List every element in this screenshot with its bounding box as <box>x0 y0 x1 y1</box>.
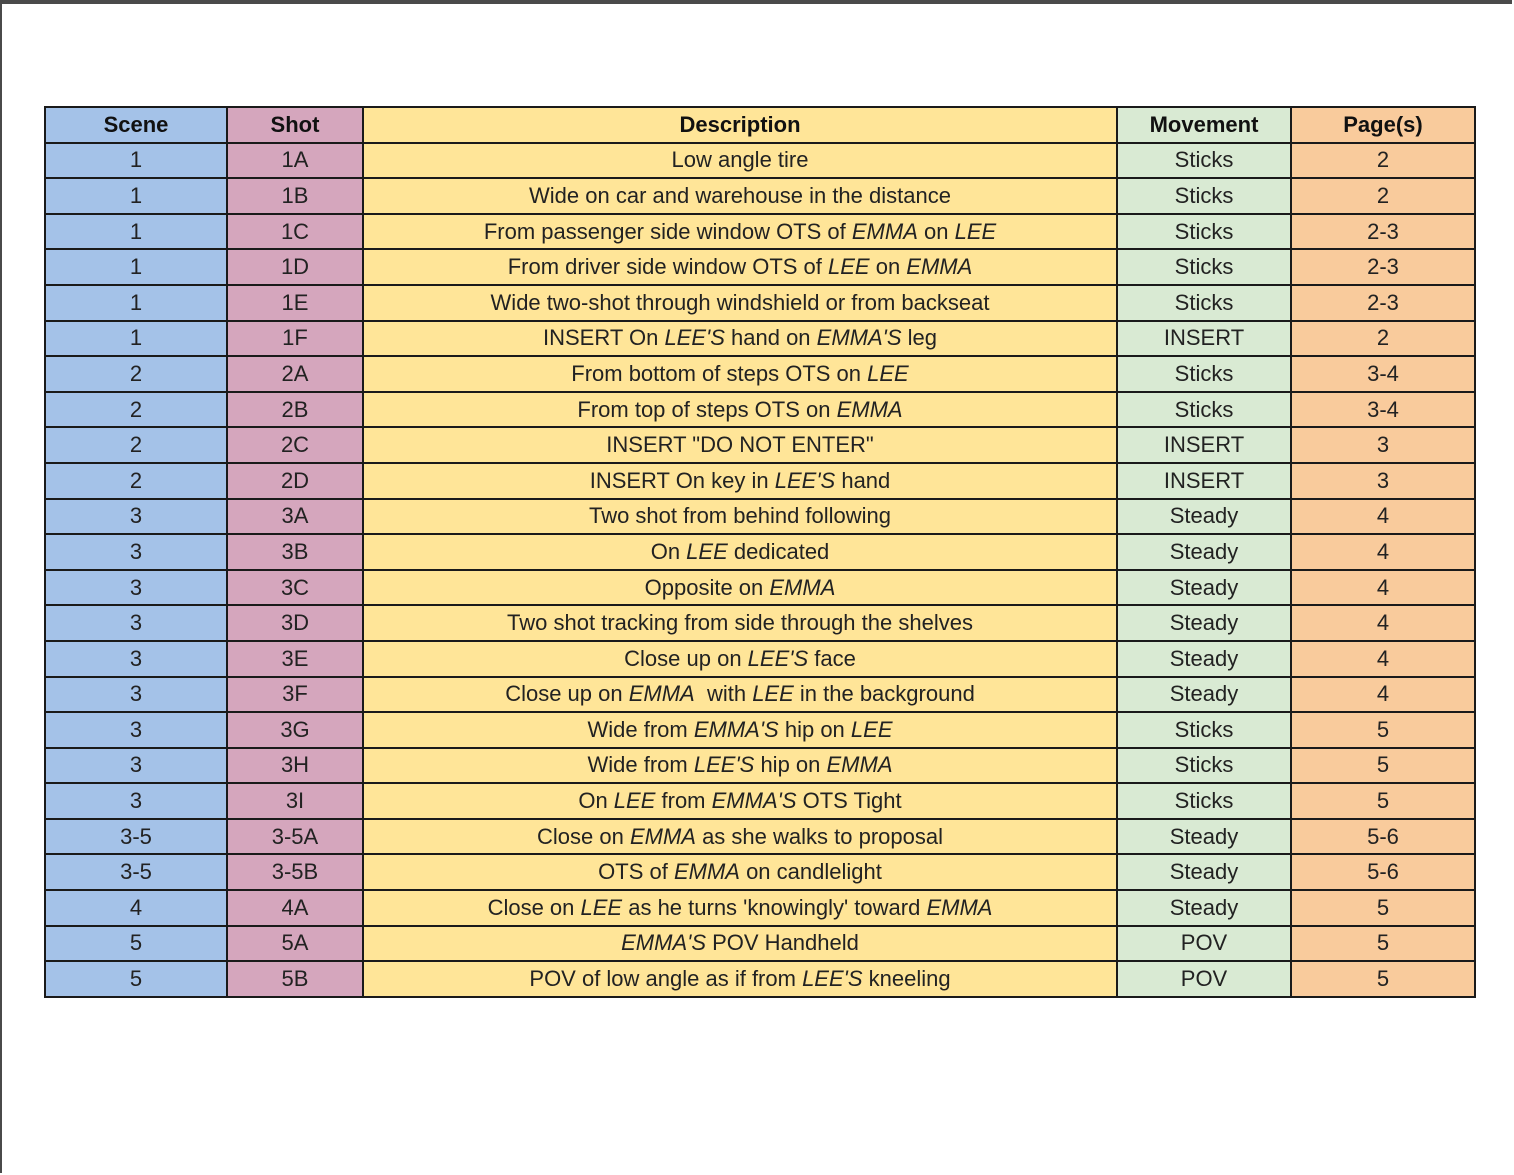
header-shot[interactable]: Shot <box>227 107 363 143</box>
description-text: POV of low angle as if from <box>529 966 803 992</box>
movement-cell[interactable]: Sticks <box>1117 712 1291 748</box>
scene-cell[interactable]: 1 <box>45 143 227 179</box>
description-text: as he turns 'knowingly' toward <box>622 894 927 920</box>
description-text: Wide two-shot through windshield or from backseat <box>490 289 990 315</box>
description-text: on candlelight <box>739 859 882 885</box>
table-row <box>45 214 1475 250</box>
description-cell[interactable] <box>363 783 1117 819</box>
scene-cell[interactable]: 1 <box>45 249 227 285</box>
scene-cell[interactable]: 3 <box>45 641 227 677</box>
table-body <box>45 143 1475 997</box>
header-row <box>45 107 1475 143</box>
pages-cell[interactable]: 2 <box>1291 143 1475 179</box>
scene-cell[interactable]: 5 <box>45 926 227 962</box>
pages-cell[interactable]: 5 <box>1291 890 1475 926</box>
table-row <box>45 392 1475 428</box>
table-row <box>45 748 1475 784</box>
description-text: INSERT On <box>542 325 665 351</box>
pages-cell[interactable]: 5 <box>1291 961 1475 997</box>
table-row <box>45 321 1475 357</box>
table-row <box>45 677 1475 713</box>
pages-cell[interactable]: 2 <box>1291 178 1475 214</box>
description-text: Close up on <box>505 681 629 707</box>
character-name: EMMA <box>629 823 696 849</box>
character-name: EMMA'S <box>621 930 706 956</box>
pages-cell[interactable]: 3 <box>1291 463 1475 499</box>
pages-cell[interactable]: 3-4 <box>1291 392 1475 428</box>
description-text: From driver side window OTS of <box>507 254 828 280</box>
description-cell[interactable] <box>363 143 1117 179</box>
movement-cell[interactable]: POV <box>1117 961 1291 997</box>
header-scene[interactable]: Scene <box>45 107 227 143</box>
shot-cell[interactable]: 1E <box>227 285 363 321</box>
scene-cell[interactable]: 3-5 <box>45 819 227 855</box>
pages-cell[interactable]: 4 <box>1291 499 1475 535</box>
description-text: from <box>655 788 712 814</box>
description-cell[interactable] <box>363 605 1117 641</box>
shot-cell[interactable]: 1A <box>227 143 363 179</box>
description-text: on <box>917 218 955 244</box>
description-cell[interactable] <box>363 854 1117 890</box>
character-name: EMMA <box>673 859 740 885</box>
scene-cell[interactable]: 2 <box>45 392 227 428</box>
description-cell[interactable] <box>363 534 1117 570</box>
scene-cell[interactable]: 3 <box>45 712 227 748</box>
scene-cell[interactable]: 3 <box>45 783 227 819</box>
character-name: EMMA'S <box>711 788 797 814</box>
pages-cell[interactable]: 5-6 <box>1291 854 1475 890</box>
description-text: dedicated <box>727 538 830 564</box>
description-text: kneeling <box>862 966 951 992</box>
description-text: leg <box>901 325 938 351</box>
table-row <box>45 356 1475 392</box>
description-text: From bottom of steps OTS on <box>571 360 868 386</box>
movement-cell[interactable]: Sticks <box>1117 214 1291 250</box>
shot-cell[interactable]: 5A <box>227 926 363 962</box>
scene-cell[interactable]: 3 <box>45 534 227 570</box>
movement-cell[interactable]: Sticks <box>1117 143 1291 179</box>
scene-cell[interactable]: 3 <box>45 677 227 713</box>
pages-cell[interactable]: 2-3 <box>1291 249 1475 285</box>
movement-cell[interactable]: INSERT <box>1117 427 1291 463</box>
movement-cell[interactable]: Steady <box>1117 570 1291 606</box>
character-name: EMMA'S <box>816 325 902 351</box>
description-cell[interactable] <box>363 356 1117 392</box>
description-text: POV Handheld <box>706 930 859 956</box>
table-row <box>45 285 1475 321</box>
table-row <box>45 961 1475 997</box>
character-name: LEE <box>752 681 794 707</box>
description-cell[interactable] <box>363 214 1117 250</box>
movement-cell[interactable]: Sticks <box>1117 356 1291 392</box>
description-cell[interactable] <box>363 249 1117 285</box>
description-cell[interactable] <box>363 285 1117 321</box>
scene-cell[interactable]: 3 <box>45 570 227 606</box>
shot-cell[interactable]: 3E <box>227 641 363 677</box>
pages-cell[interactable]: 3-4 <box>1291 356 1475 392</box>
description-text: on <box>869 254 907 280</box>
header-description[interactable]: Description <box>363 107 1117 143</box>
table-row <box>45 819 1475 855</box>
character-name: LEE'S <box>802 966 863 992</box>
character-name: LEE <box>686 538 728 564</box>
movement-cell[interactable]: Steady <box>1117 677 1291 713</box>
shot-cell[interactable]: 1B <box>227 178 363 214</box>
character-name: LEE'S <box>747 645 809 671</box>
description-cell[interactable] <box>363 677 1117 713</box>
description-text: On <box>650 538 687 564</box>
pages-cell[interactable]: 3 <box>1291 427 1475 463</box>
table-row <box>45 854 1475 890</box>
movement-cell[interactable]: Steady <box>1117 605 1291 641</box>
scene-cell[interactable]: 4 <box>45 890 227 926</box>
shot-cell[interactable]: 2B <box>227 392 363 428</box>
movement-cell[interactable]: INSERT <box>1117 321 1291 357</box>
pages-cell[interactable]: 4 <box>1291 677 1475 713</box>
scene-cell[interactable]: 2 <box>45 427 227 463</box>
shot-cell[interactable]: 2C <box>227 427 363 463</box>
movement-cell[interactable]: Sticks <box>1117 783 1291 819</box>
shot-cell[interactable]: 5B <box>227 961 363 997</box>
description-cell[interactable] <box>363 712 1117 748</box>
description-text: Wide from <box>587 716 694 742</box>
movement-cell[interactable]: Sticks <box>1117 249 1291 285</box>
scene-cell[interactable]: 3 <box>45 499 227 535</box>
shot-cell[interactable]: 3-5B <box>227 854 363 890</box>
scene-cell[interactable]: 3 <box>45 605 227 641</box>
description-text: as she walks to proposal <box>695 823 943 849</box>
description-text: From top of steps OTS on <box>577 396 837 422</box>
pages-cell[interactable]: 4 <box>1291 605 1475 641</box>
shot-cell[interactable]: 2D <box>227 463 363 499</box>
character-name: EMMA <box>769 574 836 600</box>
pages-cell[interactable]: 4 <box>1291 570 1475 606</box>
description-text: OTS Tight <box>796 788 902 814</box>
table-row <box>45 143 1475 179</box>
table-row <box>45 570 1475 606</box>
shot-cell[interactable]: 3-5A <box>227 819 363 855</box>
table-row <box>45 712 1475 748</box>
movement-cell[interactable]: Steady <box>1117 641 1291 677</box>
description-cell[interactable] <box>363 463 1117 499</box>
scene-cell[interactable]: 1 <box>45 178 227 214</box>
header-movement[interactable]: Movement <box>1117 107 1291 143</box>
movement-cell[interactable]: Sticks <box>1117 748 1291 784</box>
description-cell[interactable] <box>363 427 1117 463</box>
movement-cell[interactable]: Steady <box>1117 890 1291 926</box>
table-row <box>45 499 1475 535</box>
shot-cell[interactable]: 3D <box>227 605 363 641</box>
character-name: EMMA <box>851 218 918 244</box>
movement-cell[interactable]: POV <box>1117 926 1291 962</box>
shot-cell[interactable]: 3F <box>227 677 363 713</box>
description-text: Two shot tracking from side through the shelves <box>507 610 973 636</box>
description-text: in the background <box>793 681 975 707</box>
description-text: INSERT "DO NOT ENTER" <box>606 432 874 458</box>
character-name: LEE <box>867 360 909 386</box>
description-text: Two shot from behind following <box>588 503 892 529</box>
description-text: Opposite on <box>644 574 770 600</box>
pages-cell[interactable]: 5-6 <box>1291 819 1475 855</box>
shot-cell[interactable]: 3G <box>227 712 363 748</box>
shot-cell[interactable]: 3I <box>227 783 363 819</box>
description-text: Wide on car and warehouse in the distance <box>529 182 951 208</box>
description-cell[interactable] <box>363 748 1117 784</box>
description-text: hip on <box>778 716 851 742</box>
movement-cell[interactable]: Steady <box>1117 534 1291 570</box>
pages-cell[interactable]: 5 <box>1291 926 1475 962</box>
scene-cell[interactable]: 2 <box>45 463 227 499</box>
character-name: EMMA <box>628 681 695 707</box>
character-name: LEE'S <box>693 752 755 778</box>
table-row <box>45 534 1475 570</box>
description-text: Close on <box>487 894 581 920</box>
description-text: hand <box>835 467 891 493</box>
scene-cell[interactable]: 5 <box>45 961 227 997</box>
table-row <box>45 605 1475 641</box>
pages-cell[interactable]: 5 <box>1291 748 1475 784</box>
character-name: EMMA <box>826 752 893 778</box>
description-text: OTS of <box>598 859 674 885</box>
movement-cell[interactable]: Steady <box>1117 854 1291 890</box>
description-cell[interactable] <box>363 819 1117 855</box>
movement-cell[interactable]: Sticks <box>1117 392 1291 428</box>
description-cell[interactable] <box>363 570 1117 606</box>
description-cell[interactable] <box>363 961 1117 997</box>
description-text: Wide from <box>587 752 694 778</box>
scene-cell[interactable]: 2 <box>45 356 227 392</box>
table-row <box>45 926 1475 962</box>
description-text: hand on <box>724 325 817 351</box>
scene-cell[interactable]: 3-5 <box>45 854 227 890</box>
description-cell[interactable] <box>363 641 1117 677</box>
character-name: LEE <box>580 894 623 920</box>
description-cell[interactable] <box>363 926 1117 962</box>
character-name: LEE'S <box>774 467 836 493</box>
description-text: INSERT On key in <box>589 467 775 493</box>
table-row <box>45 427 1475 463</box>
description-cell[interactable] <box>363 392 1117 428</box>
character-name: LEE'S <box>664 325 725 351</box>
description-text: hip on <box>754 752 827 778</box>
description-text: From passenger side window OTS of <box>483 218 852 244</box>
shot-cell[interactable]: 2A <box>227 356 363 392</box>
character-name: EMMA <box>926 894 993 920</box>
movement-cell[interactable]: Sticks <box>1117 178 1291 214</box>
movement-cell[interactable]: Steady <box>1117 819 1291 855</box>
scene-cell[interactable]: 1 <box>45 321 227 357</box>
description-cell[interactable] <box>363 499 1117 535</box>
character-name: EMMA <box>836 396 903 422</box>
character-name: LEE <box>828 254 870 280</box>
description-text: Close on <box>537 823 630 849</box>
movement-cell[interactable]: Sticks <box>1117 285 1291 321</box>
shot-cell[interactable]: 1F <box>227 321 363 357</box>
description-text: Close up on <box>624 645 748 671</box>
character-name: LEE <box>613 788 656 814</box>
pages-cell[interactable]: 2-3 <box>1291 285 1475 321</box>
movement-cell[interactable]: INSERT <box>1117 463 1291 499</box>
description-cell[interactable] <box>363 321 1117 357</box>
shot-cell[interactable]: 1C <box>227 214 363 250</box>
character-name: EMMA'S <box>693 716 779 742</box>
shot-cell[interactable]: 3B <box>227 534 363 570</box>
scene-cell[interactable]: 1 <box>45 285 227 321</box>
character-name: LEE <box>954 218 997 244</box>
description-cell[interactable] <box>363 178 1117 214</box>
pages-cell[interactable]: 2-3 <box>1291 214 1475 250</box>
description-cell[interactable] <box>363 890 1117 926</box>
pages-cell[interactable]: 2 <box>1291 321 1475 357</box>
table-row <box>45 463 1475 499</box>
pages-cell[interactable]: 4 <box>1291 641 1475 677</box>
pages-cell[interactable]: 5 <box>1291 783 1475 819</box>
character-name: LEE <box>850 716 893 742</box>
description-text: On <box>578 788 614 814</box>
table-row <box>45 783 1475 819</box>
description-text: face <box>808 645 856 671</box>
pages-cell[interactable]: 5 <box>1291 712 1475 748</box>
shot-list-table <box>44 106 1476 998</box>
table-row <box>45 249 1475 285</box>
scene-cell[interactable]: 1 <box>45 214 227 250</box>
shot-cell[interactable]: 3C <box>227 570 363 606</box>
shot-cell[interactable]: 3H <box>227 748 363 784</box>
header-pages[interactable]: Page(s) <box>1291 107 1475 143</box>
description-text: Low angle tire <box>671 147 809 173</box>
shot-cell[interactable]: 1D <box>227 249 363 285</box>
scene-cell[interactable]: 3 <box>45 748 227 784</box>
shot-cell[interactable]: 4A <box>227 890 363 926</box>
movement-cell[interactable]: Steady <box>1117 499 1291 535</box>
shot-cell[interactable]: 3A <box>227 499 363 535</box>
table-row <box>45 890 1475 926</box>
character-name: EMMA <box>906 254 973 280</box>
table-row <box>45 641 1475 677</box>
pages-cell[interactable]: 4 <box>1291 534 1475 570</box>
table-row <box>45 178 1475 214</box>
description-text: with <box>694 681 753 707</box>
